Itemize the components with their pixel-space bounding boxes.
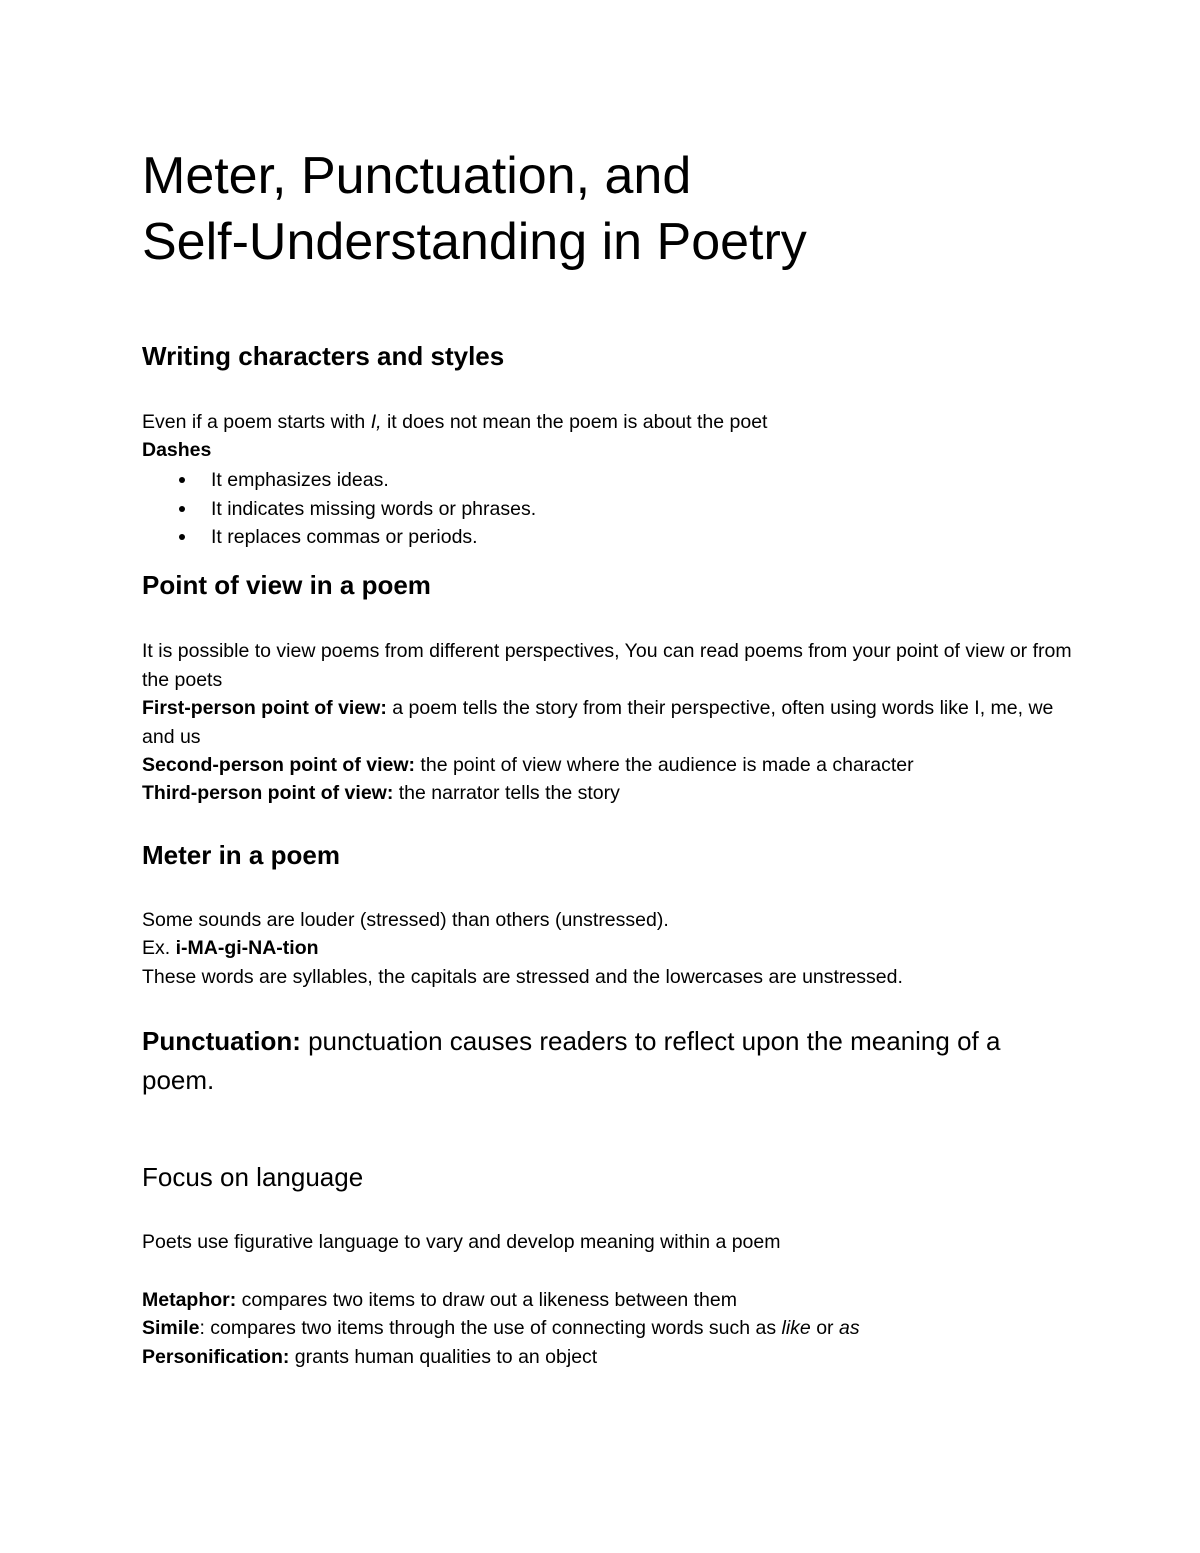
list-item-text: It replaces commas or periods. [211,526,478,548]
metaphor-line [142,1286,1072,1315]
simile-text: : compares two items through the use of connecting words such as [199,1317,782,1339]
meter-example [142,934,1072,963]
document-title [142,143,807,275]
bullet-icon [179,506,185,512]
heading-focus-on-language: Focus on language [142,1162,364,1192]
pov-intro: It is possible to view poems from different perspectives, You can read poems from your point of view or from the poets [142,640,1072,691]
document-title-line-1: Meter, Punctuation, and [142,147,692,205]
pov-second-person [142,751,1072,780]
list-item [142,523,536,552]
example-prefix: Ex. [142,937,176,959]
heading-point-of-view: Point of view in a poem [142,570,431,600]
third-person-text: the narrator tells the story [393,782,620,804]
intro-italic-i: I, [370,411,382,433]
heading-writing-characters: Writing characters and styles [142,341,505,371]
first-person-label: First-person point of view: [142,697,387,719]
intro-paragraph [142,408,1072,437]
dashes-label [142,436,1072,465]
intro-text-before: Even if a poem starts with [142,411,371,433]
list-item [142,495,536,524]
dashes-list [142,466,536,552]
heading-meter: Meter in a poem [142,840,340,870]
simile-label: Simile [142,1317,200,1339]
simile-line [142,1314,1072,1343]
third-person-label: Third-person point of view: [142,782,394,804]
personification-line [142,1343,1072,1372]
punctuation-label: Punctuation: [142,1026,301,1056]
simile-like: like [781,1317,811,1339]
personification-label: Personification: [142,1346,290,1368]
simile-or: or [810,1317,839,1339]
personification-text: grants human qualities to an object [289,1346,598,1368]
intro-text-after: it does not mean the poem is about the poet [381,411,768,433]
bullet-icon [179,477,185,483]
meter-line-1: Some sounds are louder (stressed) than others (unstressed). [142,909,669,931]
pov-first-person [142,694,1072,751]
second-person-label: Second-person point of view: [142,754,416,776]
metaphor-label: Metaphor: [142,1289,237,1311]
second-person-text: the point of view where the audience is made a character [415,754,914,776]
bullet-icon [179,534,185,540]
list-item-text: It emphasizes ideas. [211,469,389,491]
meter-line-3: These words are syllables, the capitals are stressed and the lowercases are unstressed. [142,966,903,988]
metaphor-text: compares two items to draw out a likeness between them [236,1289,737,1311]
first-person-text: a poem tells the story from their perspective, often using words like I, me, we and us [142,697,1054,748]
document-title-line-2: Self-Understanding in Poetry [142,213,807,271]
dashes-label-text: Dashes [142,439,212,461]
list-item [142,466,536,495]
language-intro: Poets use figurative language to vary and develop meaning within a poem [142,1231,781,1253]
example-word: i-MA-gi-NA-tion [175,937,319,959]
punctuation-paragraph [142,1022,1072,1100]
punctuation-text: punctuation causes readers to reflect upon the meaning of a poem. [142,1026,1001,1095]
pov-third-person [142,779,1072,808]
list-item-text: It indicates missing words or phrases. [211,497,537,520]
simile-as: as [838,1317,860,1339]
